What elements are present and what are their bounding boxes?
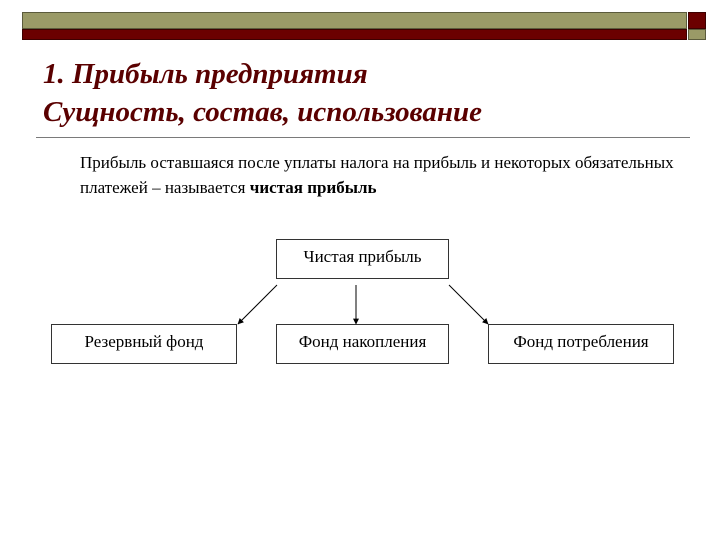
arrow-to-reserve-fund [238, 285, 277, 324]
slide-title-line2: Сущность, состав, использование [43, 96, 483, 128]
diagram-node-consumption-fund: Фонд потребления [488, 324, 674, 364]
diagram-node-accumulation-fund: Фонд накопления [276, 324, 449, 364]
diagram-node-reserve-fund: Резервный фонд [51, 324, 237, 364]
definition-text: Прибыль оставшаяся после уплаты налога на прибыль и некоторых обязательных платежей – называется [80, 153, 674, 197]
slide-title-line1: 1. Прибыль предприятия [43, 58, 368, 90]
arrow-to-consumption-fund [449, 285, 488, 324]
diagram-node-net-profit: Чистая прибыль [276, 239, 449, 279]
definition-term: чистая прибыль [249, 178, 377, 197]
